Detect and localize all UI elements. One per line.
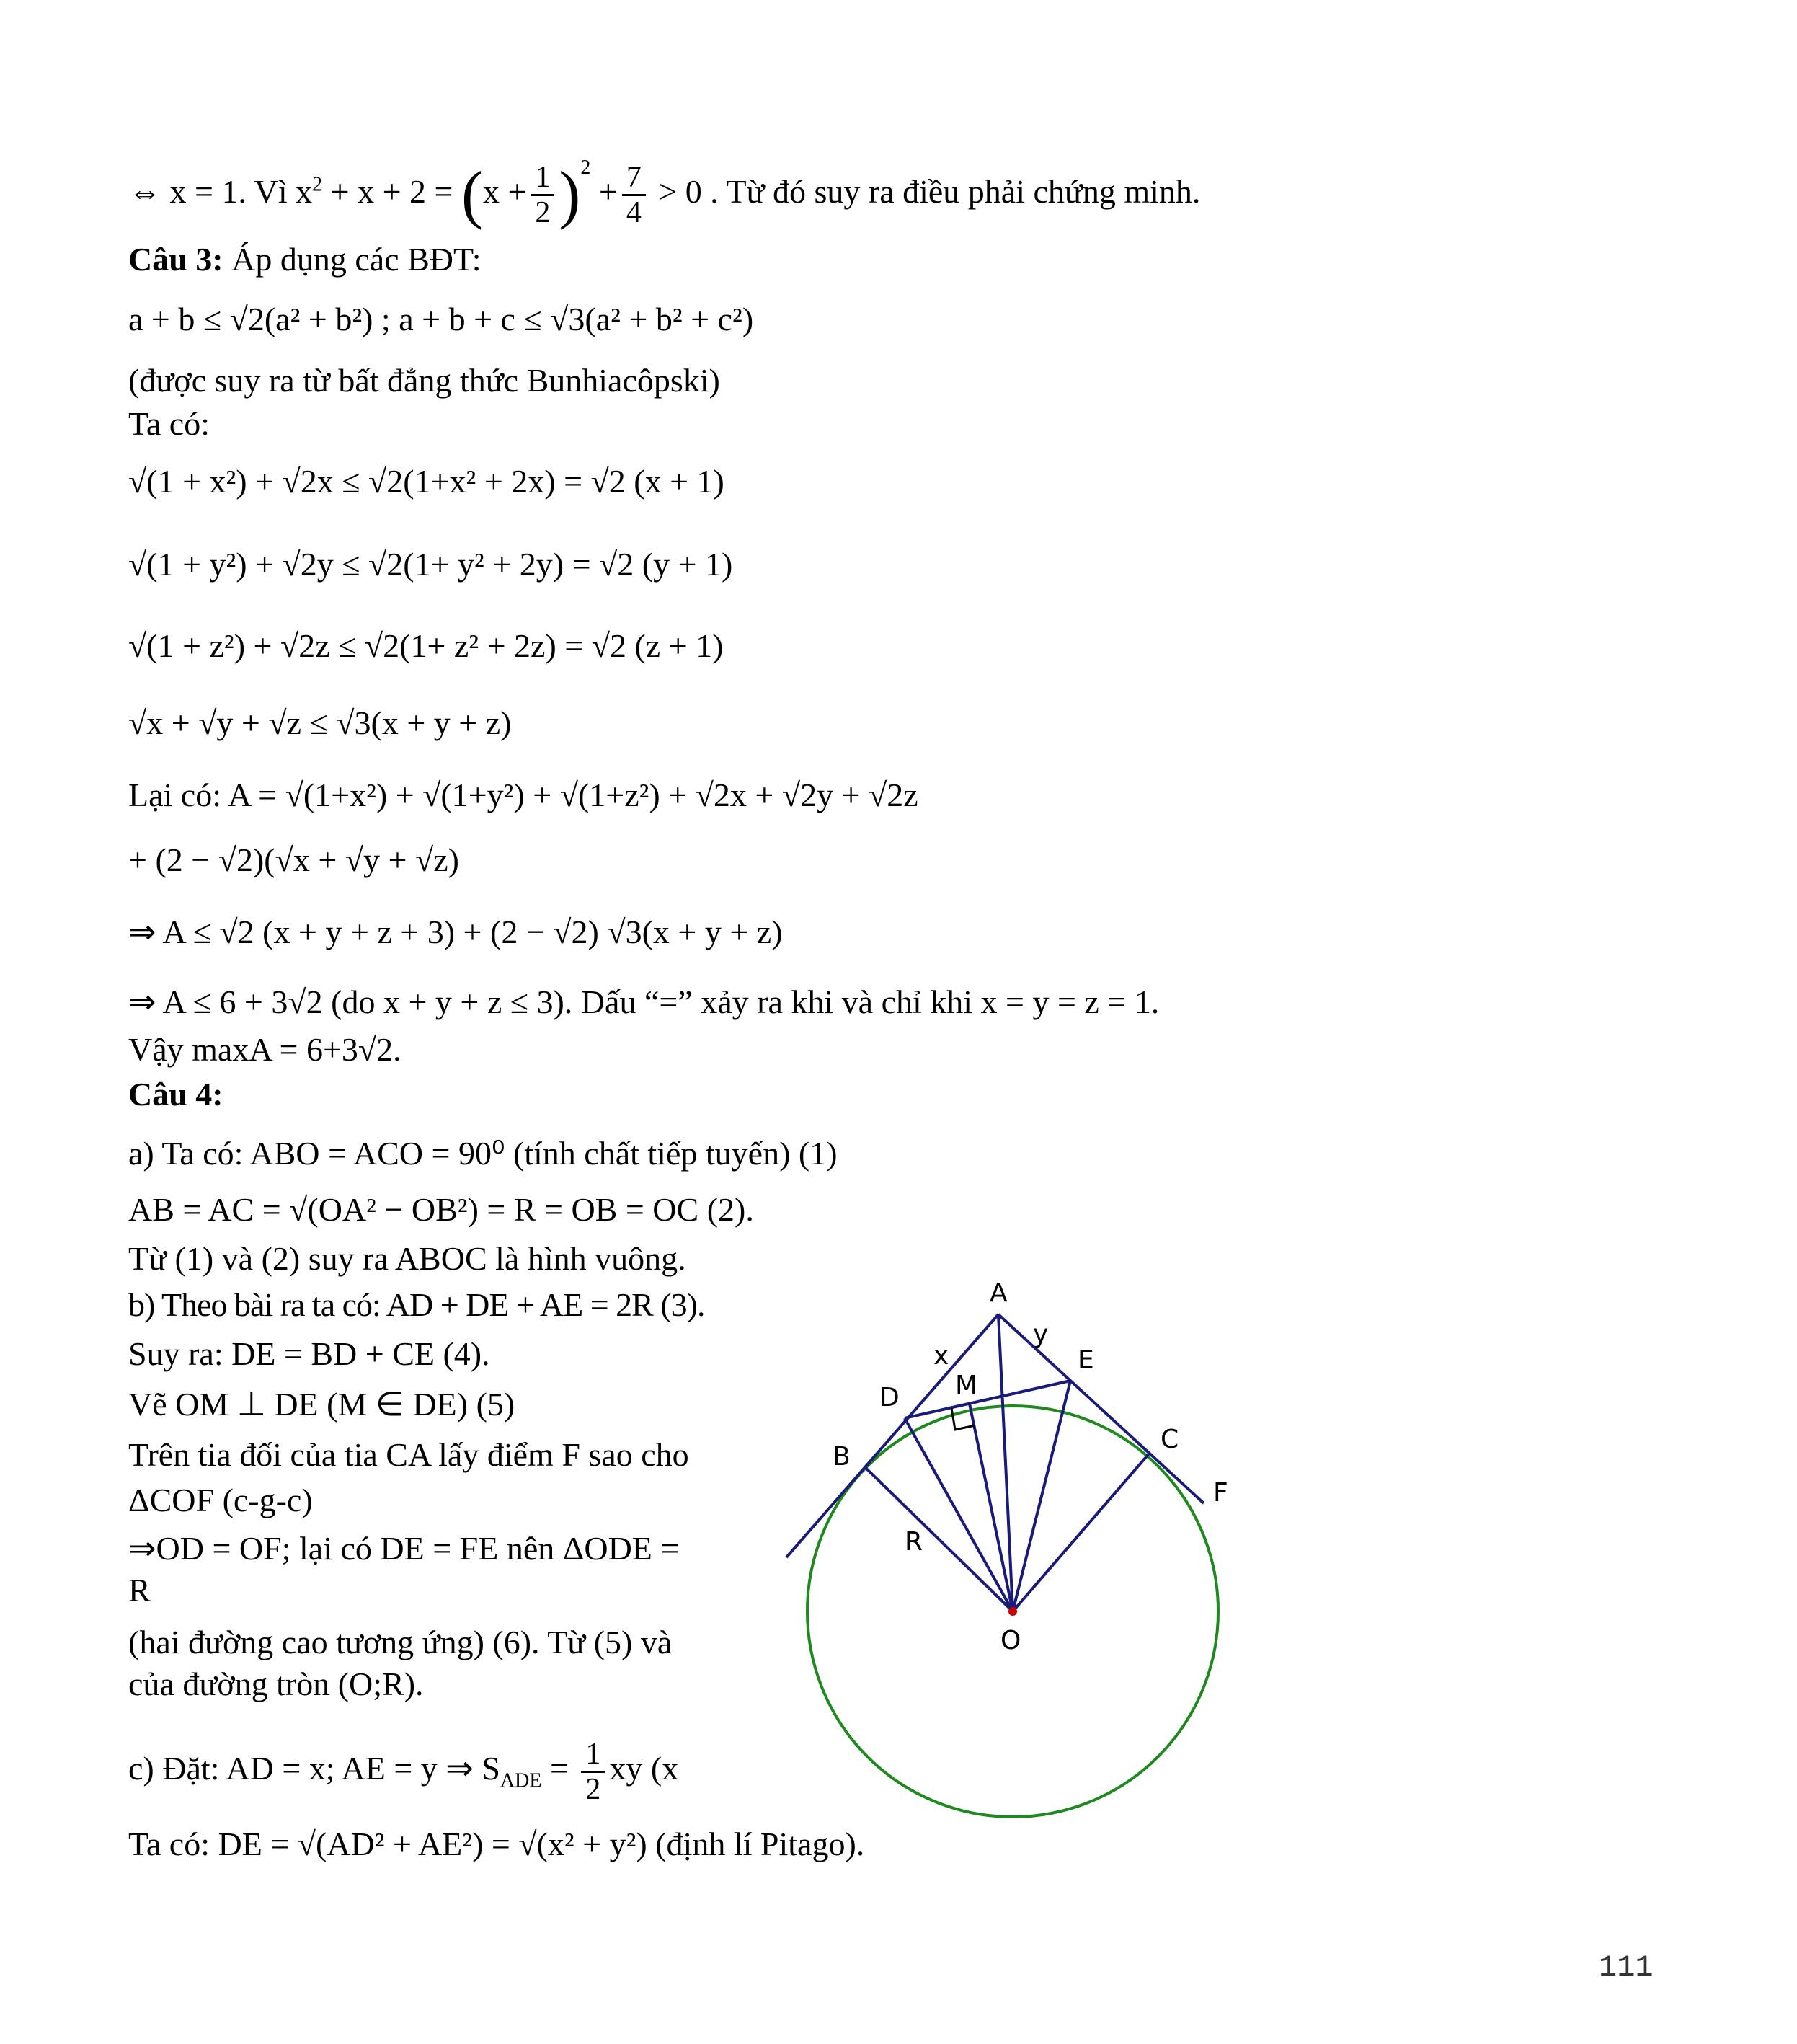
part-b-8 <box>128 1622 735 1663</box>
part-a-1: a) Ta có: ABO = ACO = 90⁰ (tính chất tiếp tuyến) (1) <box>128 1135 838 1172</box>
text: (hai đường cao tương ứng) (6). Từ (5) và <box>128 1624 673 1660</box>
segment-DE <box>905 1381 1070 1418</box>
text: + x + 2 = <box>322 173 461 210</box>
max-line: Vậy maxA = 6+3√2. <box>128 1031 401 1068</box>
equation-3: √(1 + z²) + √2z ≤ √2(1+ z² + 2z) = √2 (z + 1) <box>128 627 724 664</box>
label-R: R <box>905 1527 923 1557</box>
part-a-3: Từ (1) và (2) suy ra ABOC là hình vuông. <box>128 1240 686 1277</box>
cau4-heading: Câu 4: <box>128 1076 223 1112</box>
segment-OA <box>998 1314 1013 1611</box>
label-M: M <box>955 1371 978 1400</box>
part-c-1 <box>128 1738 678 1806</box>
part-b-1: b) Theo bài ra ta có: AD + DE + AE = 2R (3). <box>128 1286 705 1323</box>
part-b-4 <box>128 1435 740 1475</box>
label-E: E <box>1078 1345 1094 1375</box>
tangent-line-AF <box>998 1314 1204 1503</box>
label-F: F <box>1213 1478 1228 1508</box>
equation-4: √x + √y + √z ≤ √3(x + y + z) <box>128 704 512 741</box>
text: xy (x <box>609 1750 679 1787</box>
text: ⇒OD = OF; lại có DE = FE nên ΔODE = <box>128 1530 680 1567</box>
part-b-3: Vẽ OM ⊥ DE (M ∈ DE) (5) <box>128 1386 515 1423</box>
text: ⇔ x = 1. Vì x <box>128 173 313 210</box>
laico-line: Lại có: A = √(1+x²) + √(1+y²) + √(1+z²) + √2x + √2y + √2z <box>128 777 918 813</box>
part-b-7: R <box>128 1572 151 1609</box>
part-b-5: ΔCOF (c-g-c) <box>128 1482 313 1518</box>
label-A: A <box>990 1278 1008 1308</box>
line-1: ⇔ x = 1. Vì $x^2 + x + 2 = (x$ + $\frac{1}{2}$ )$^2$ + $\frac{7}{4}$ > 0 . Từ đó suy ra điều phải chứng minh. <box>128 156 1201 231</box>
segment-OB <box>865 1467 1013 1611</box>
implication-2: ⇒ A ≤ 6 + 3√2 (do x + y + z ≤ 3). Dấu “=” xảy ra khi và chỉ khi x = y = z = 1. <box>128 983 1160 1020</box>
page-number: 111 <box>1599 1950 1654 1985</box>
text: = <box>541 1750 577 1787</box>
part-b-6 <box>128 1528 730 1569</box>
part-b-2: Suy ra: DE = BD + CE (4). <box>128 1335 490 1372</box>
equation-1: √(1 + x²) + √2x ≤ √2(1+x² + 2x) = √2 (x + 1) <box>128 463 724 500</box>
label-O: O <box>1000 1626 1021 1655</box>
bunhia-line: (được suy ra từ bất đẳng thức Bunhiacôpski) <box>128 362 720 399</box>
text: Áp dụng các BĐT: <box>223 241 482 278</box>
implication-1: ⇒ A ≤ √2 (x + y + z + 3) + (2 − √2) √3(x + y + z) <box>128 913 783 950</box>
part-a-2: AB = AC = √(OA² − OB²) = R = OB = OC (2). <box>128 1191 754 1228</box>
label-D: D <box>879 1383 900 1412</box>
subscript: ADE <box>500 1769 542 1792</box>
equation-2: √(1 + y²) + √2y ≤ √2(1+ y² + 2y) = √2 (y + 1) <box>128 546 733 583</box>
taco-line: Ta có: <box>128 405 210 442</box>
text: Trên tia đối của tia CA lấy điểm F sao cho <box>128 1436 689 1473</box>
cau3-heading <box>128 239 482 280</box>
label-y: y <box>1033 1319 1049 1349</box>
center-point <box>1008 1607 1017 1616</box>
segment-OD <box>905 1418 1013 1611</box>
tangent-line-AB <box>786 1314 998 1557</box>
question-label: Câu 3: <box>128 241 223 278</box>
text: > 0 . Từ đó suy ra điều phải chứng minh. <box>649 173 1201 210</box>
inequality-line: a + b ≤ √2(a² + b²) ; a + b + c ≤ √3(a² + b² + c²) <box>128 301 754 337</box>
text: c) Đặt: AD = x; AE = y ⇒ S <box>128 1750 500 1787</box>
label-x: x <box>933 1341 949 1371</box>
part-c-2: Ta có: DE = √(AD² + AE²) = √(x² + y²) (định lí Pitago). <box>128 1826 865 1862</box>
fraction-half: $\frac{1}{2}$ <box>531 161 554 229</box>
label-C: C <box>1161 1425 1179 1454</box>
fraction-seven-fourths: $\frac{7}{4}$ <box>622 161 646 229</box>
segment-OM <box>970 1404 1013 1611</box>
laico-line-2: + (2 − √2)(√x + √y + √z) <box>128 841 459 878</box>
fraction-half-2: $\frac{1}{2}$ <box>581 1738 605 1806</box>
label-B: B <box>833 1442 851 1472</box>
geometry-diagram <box>782 1258 1229 1835</box>
part-b-9: của đường tròn (O;R). <box>128 1665 424 1702</box>
